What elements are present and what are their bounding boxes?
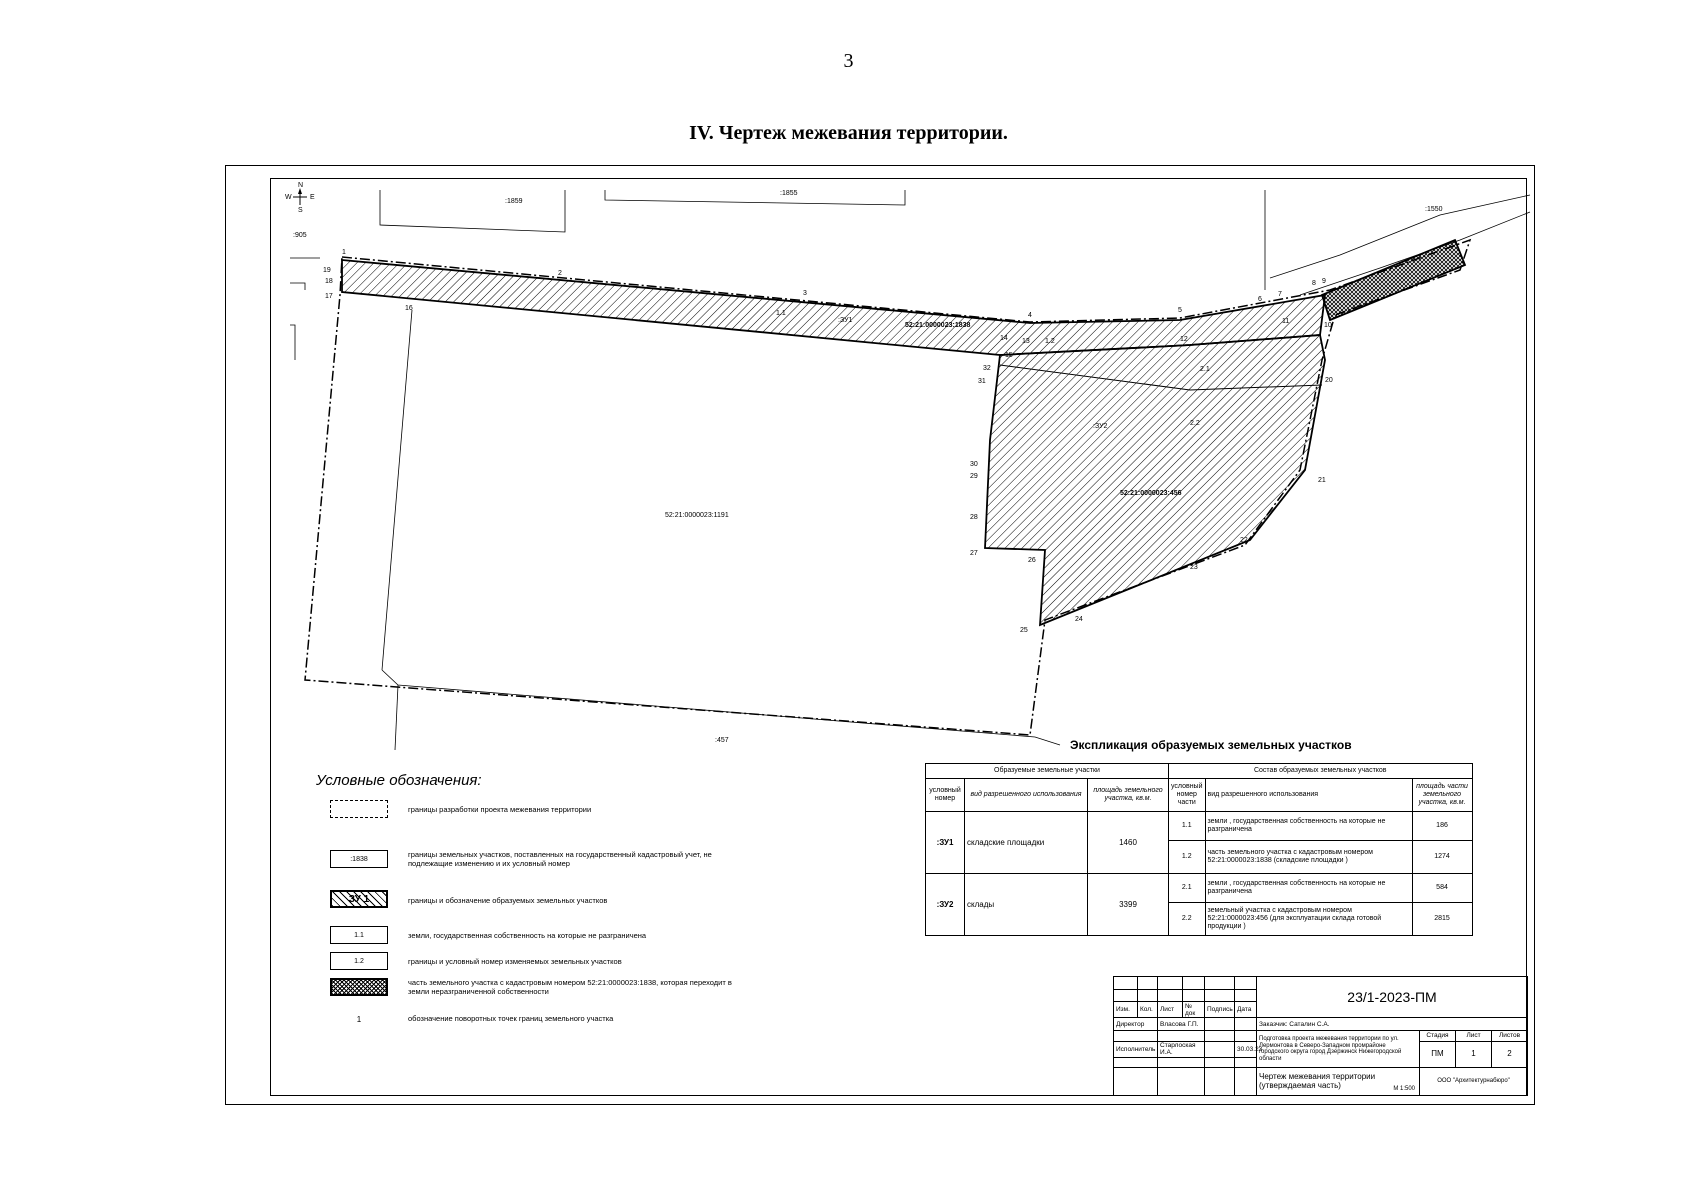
point-label: 22: [1240, 537, 1248, 544]
point-label: 28: [970, 514, 978, 521]
point-label: 4: [1028, 312, 1032, 319]
point-label: 3: [803, 290, 807, 297]
label-part-2-2: 2.2: [1190, 420, 1200, 427]
stamp-col-header: Подпись: [1205, 1002, 1235, 1018]
legend-text: границы земельных участков, поставленных на государственный кадастровый учет, не подлежащие изменению и их условный номер: [408, 850, 712, 869]
point-label: 20: [1325, 377, 1333, 384]
header-cell: вид разрешенного использования: [1205, 779, 1412, 812]
stage: ПМ: [1420, 1041, 1456, 1068]
legend-text: обозначение поворотных точек границ земельного участка: [408, 1014, 614, 1023]
director-name: Власова Г.П.: [1158, 1018, 1205, 1031]
part-use: часть земельного участка с кадастровым номером 52:21:0000023:1838 (складские площадки ): [1205, 841, 1412, 874]
legend-symbol-state-land: 1.1: [330, 926, 388, 944]
legend-symbol-new-parcel: ЗУ 1: [330, 890, 388, 908]
customer: Заказчик: Саталин С.А.: [1257, 1018, 1528, 1031]
header-cell: площадь земельного участка, кв.м.: [1088, 779, 1169, 812]
legend-symbol-cadastral: :1838: [330, 850, 388, 868]
point-label: 10: [1324, 322, 1332, 329]
legend-text: часть земельного участка с кадастровым номером 52:21:0000023:1838, которая переходит в земли неразграниченной собственности: [408, 978, 732, 997]
point-label: 1: [342, 249, 346, 256]
legend-text: границы и обозначение образуемых земельных участков: [408, 896, 608, 905]
stage-header: Стадия: [1420, 1031, 1456, 1042]
point-label: 15: [1005, 352, 1013, 359]
parcel-457-line: [395, 685, 398, 750]
part-num: 2.1: [1169, 874, 1206, 903]
legend-text: границы разработки проекта межевания территории: [408, 805, 592, 814]
legend-text: границы и условный номер изменяемых земельных участков: [408, 957, 622, 966]
executor-name: Старлоская И.А.: [1158, 1041, 1205, 1057]
compass-west: W: [285, 194, 292, 201]
part-num: 1.2: [1169, 841, 1206, 874]
header-cell: условный номер: [926, 779, 965, 812]
legend-symbol-transferred-part: [330, 978, 388, 996]
page-title: IV. Чертеж межевания территории.: [689, 122, 1008, 144]
parcel-1855-outline: [605, 190, 905, 205]
point-label: 24: [1075, 616, 1083, 623]
point-label: 21: [1318, 477, 1326, 484]
point-label: 14: [1000, 335, 1008, 342]
sheet: 1: [1456, 1041, 1492, 1068]
part-area: 584: [1412, 874, 1472, 903]
legend-symbol-changed-parcel: 1.2: [330, 952, 388, 970]
point-label: 13: [1022, 338, 1030, 345]
executor-role: Исполнитель: [1114, 1041, 1158, 1057]
stamp-col-header: Дата: [1235, 1002, 1257, 1018]
point-label: 27: [970, 550, 978, 557]
cad-905: :905: [293, 232, 307, 239]
header-cell: площадь части земельного участка, кв.м.: [1412, 779, 1472, 812]
table-row: [926, 812, 1473, 841]
cad-1838: 52:21:0000023:1838: [905, 322, 971, 329]
point-label: 25: [1020, 627, 1028, 634]
doc-code: 23/1-2023-ПМ: [1257, 977, 1528, 1018]
point-label: 18: [325, 278, 333, 285]
stamp-col-header: Кол.: [1138, 1002, 1158, 1018]
drawing-name-cell: [1257, 1068, 1420, 1096]
label-part-1-2: 1.2: [1045, 338, 1055, 345]
sheets-header: Листов: [1492, 1031, 1528, 1042]
point-label: 6: [1258, 296, 1262, 303]
header-cell: условный номер части: [1169, 779, 1206, 812]
cad-457: :457: [715, 737, 729, 744]
parcel-905-lines: [290, 258, 320, 360]
point-label: 30: [970, 461, 978, 468]
legend-text: земли, государственная собственность на которые не разграничена: [408, 931, 647, 940]
label-part-2-1: 2.1: [1200, 366, 1210, 373]
stamp-date: 30.03.23: [1235, 1041, 1257, 1057]
part-area: 2815: [1412, 903, 1472, 936]
cad-456: 52:21:0000023:456: [1120, 490, 1182, 497]
page-number: 3: [843, 50, 854, 72]
row-use: складские площадки: [965, 812, 1088, 874]
scale: М 1:500: [1393, 1086, 1415, 1093]
row-area: 1460: [1088, 812, 1169, 874]
group-header-right: Состав образуемых земельных участков: [1169, 764, 1473, 779]
project-name: Подготовка проекта межевания территории по ул. Лермонтова в Северо-Западном промрайоне городского округа город Дзержинск Нижегородской области: [1257, 1031, 1420, 1068]
point-label: 32: [983, 365, 991, 372]
point-label: 16: [405, 305, 413, 312]
row-num: :ЗУ1: [926, 812, 965, 874]
part-use: земельный участка с кадастровым номером 52:21:0000023:456 (для эксплуатации склада готовой продукции ): [1205, 903, 1412, 936]
sheet-header: Лист: [1456, 1031, 1492, 1042]
compass-north: N: [298, 182, 304, 189]
director-role: Директор: [1114, 1018, 1158, 1031]
parcel-1191-bottom-inner: [382, 670, 1060, 745]
company: ООО "Архитектурнабюро": [1420, 1068, 1528, 1096]
point-label: 2: [558, 270, 562, 277]
parcel-1859-outline: [380, 190, 565, 232]
compass-icon: [293, 188, 307, 205]
header-cell: вид разрешенного использования: [965, 779, 1088, 812]
legend-symbol-project-boundary: [330, 800, 388, 818]
part-area: 186: [1412, 812, 1472, 841]
row-num: :ЗУ2: [926, 874, 965, 936]
legend-title: Условные обозначения:: [316, 772, 482, 789]
parcel-1191-left-inner: [382, 310, 412, 670]
compass-south: S: [298, 207, 303, 214]
stamp-col-header: № док: [1183, 1002, 1205, 1018]
cad-1550: :1550: [1425, 206, 1443, 213]
title-block: [1113, 976, 1527, 1096]
point-label: 9: [1322, 278, 1326, 285]
zu2-parcel: [985, 335, 1325, 625]
point-label: 8: [1312, 280, 1316, 287]
part-num: 2.2: [1169, 903, 1206, 936]
point-label: 12: [1180, 336, 1188, 343]
explication-table: [925, 763, 1473, 936]
label-zu2: :ЗУ2: [1093, 423, 1108, 430]
group-header-left: Образуемые земельные участки: [926, 764, 1169, 779]
stamp-col-header: Изм.: [1114, 1002, 1138, 1018]
part-area: 1274: [1412, 841, 1472, 874]
label-part-1-1: 1.1: [776, 310, 786, 317]
part-num: 1.1: [1169, 812, 1206, 841]
row-area: 3399: [1088, 874, 1169, 936]
label-zu1: :ЗУ1: [838, 317, 853, 324]
point-label: 26: [1028, 557, 1036, 564]
part-use: земли , государственная собственность на которые не разграничена: [1205, 874, 1412, 903]
stamp-col-header: Лист: [1158, 1002, 1183, 1018]
row-use: склады: [965, 874, 1088, 936]
point-label: 19: [323, 267, 331, 274]
point-label: 7: [1278, 291, 1282, 298]
point-label: 31: [978, 378, 986, 385]
table-row: [926, 874, 1473, 903]
point-label: 17: [325, 293, 333, 300]
legend-symbol-turning-point: 1: [356, 1014, 362, 1024]
part-use: земли , государственная собственность на которые не разграничена: [1205, 812, 1412, 841]
point-label: 5: [1178, 307, 1182, 314]
drawing-name: Чертеж межевания территории (утверждаемая часть): [1259, 1071, 1376, 1090]
point-label: 23: [1190, 564, 1198, 571]
point-label: 11: [1282, 318, 1290, 325]
cad-1859: :1859: [505, 198, 523, 205]
sheets: 2: [1492, 1041, 1528, 1068]
compass-east: E: [310, 194, 315, 201]
cad-1855: :1855: [780, 190, 798, 197]
cad-1191: 52:21:0000023:1191: [665, 512, 729, 519]
point-label: 29: [970, 473, 978, 480]
explication-title: Экспликация образуемых земельных участков: [1070, 738, 1352, 752]
